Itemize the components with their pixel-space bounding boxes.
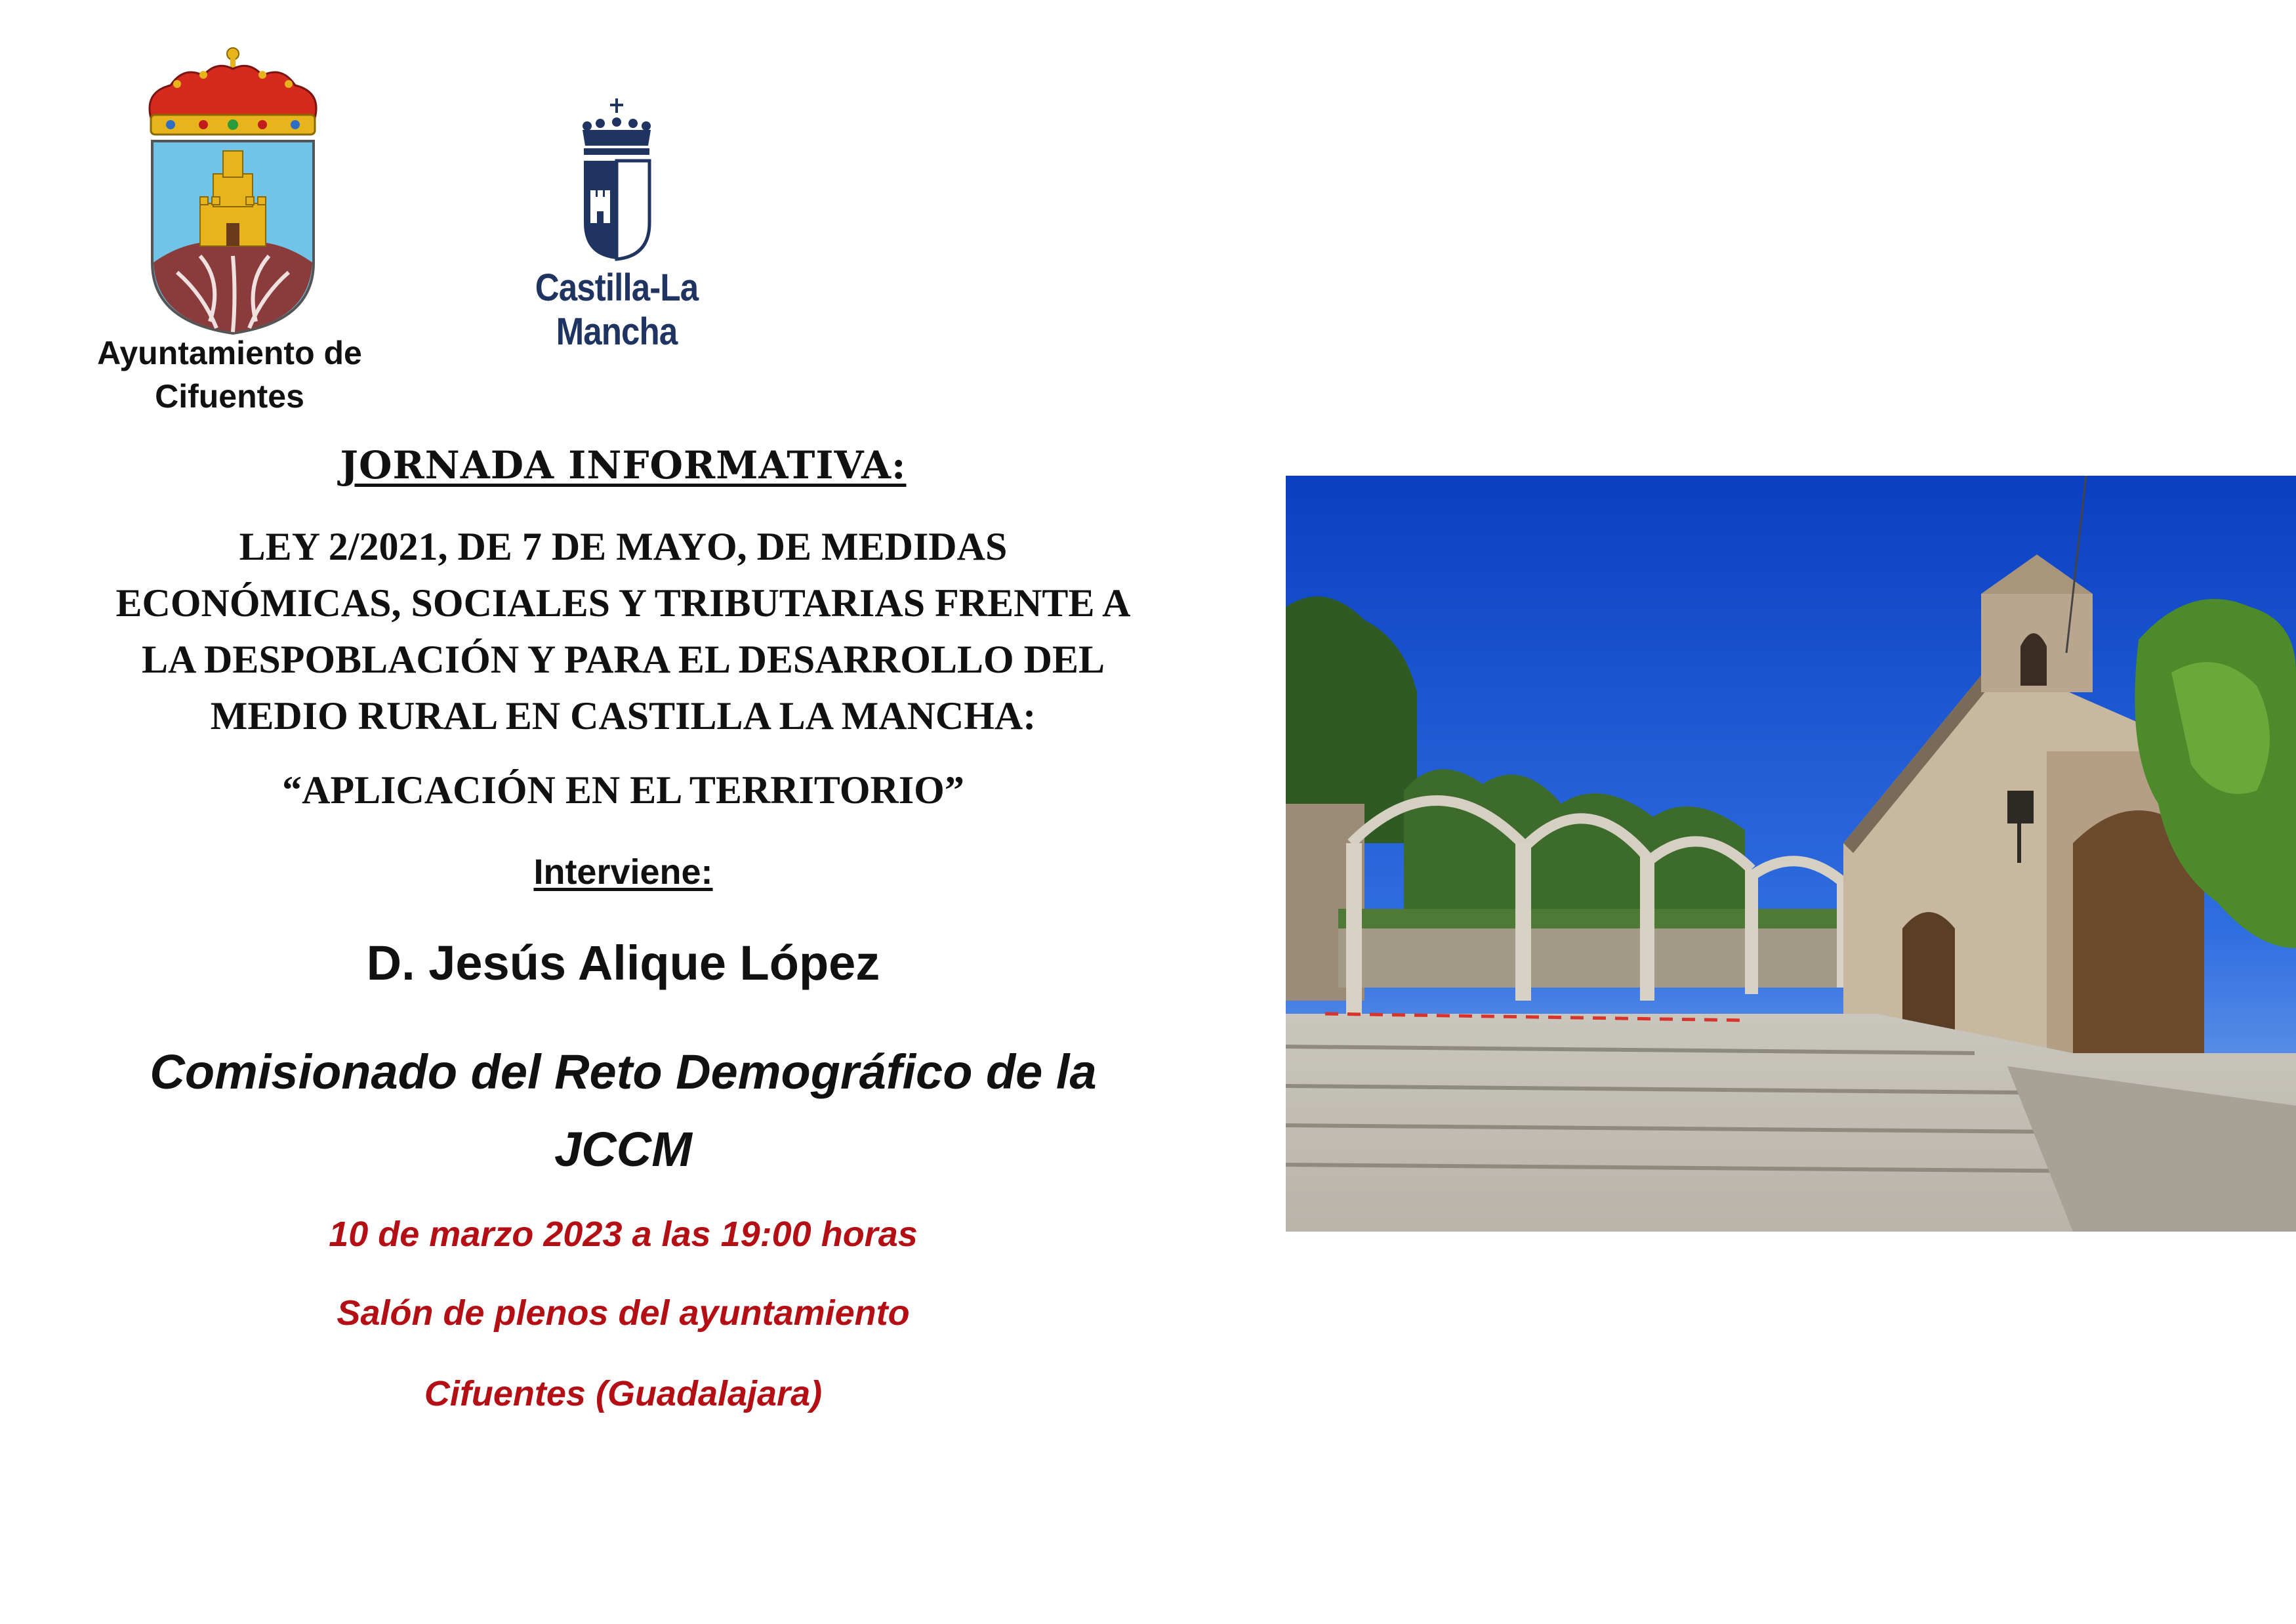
law-title-line: LEY 2/2021, DE 7 DE MAYO, DE MEDIDAS [239,525,1008,568]
crown-icon [150,48,316,135]
law-title-line: MEDIO RURAL EN CASTILLA LA MANCHA: [210,694,1036,738]
speaker-name: D. Jesús Alique López [366,936,880,990]
speaker-role [39,1033,1207,1188]
cifuentes-caption-line1: Ayuntamiento de [97,335,362,371]
event-subtitle: “APLICACIÓN EN EL TERRITORIO” [282,768,964,812]
cifuentes-coat-of-arms [138,46,328,335]
event-date-time: 10 de marzo 2023 a las 19:00 horas [329,1215,918,1254]
castilla-la-mancha-emblem-icon [577,98,656,262]
cifuentes-caption [66,331,394,418]
law-title [39,518,1207,744]
law-title-line: LA DESPOBLACIÓN Y PARA EL DESARROLLO DEL [141,638,1105,681]
event-venue: Salón de plenos del ayuntamiento [337,1293,910,1333]
law-title-line: ECONÓMICAS, SOCIALES Y TRIBUTARIAS FRENTE A [115,581,1131,625]
castilla-la-mancha-wordmark: Castilla-La Mancha [535,266,699,353]
speaker-role-line2: JCCM [554,1122,692,1176]
intervenes-label: Interviene: [533,852,713,892]
speaker-role-line1: Comisionado del Reto Demográfico de la [150,1045,1097,1099]
chapel-photo [1286,476,2296,1232]
event-city: Cifuentes (Guadalajara) [424,1374,823,1413]
event-heading: JORNADA INFORMATIVA: [340,443,907,488]
cifuentes-caption-line2: Cifuentes [155,378,304,415]
